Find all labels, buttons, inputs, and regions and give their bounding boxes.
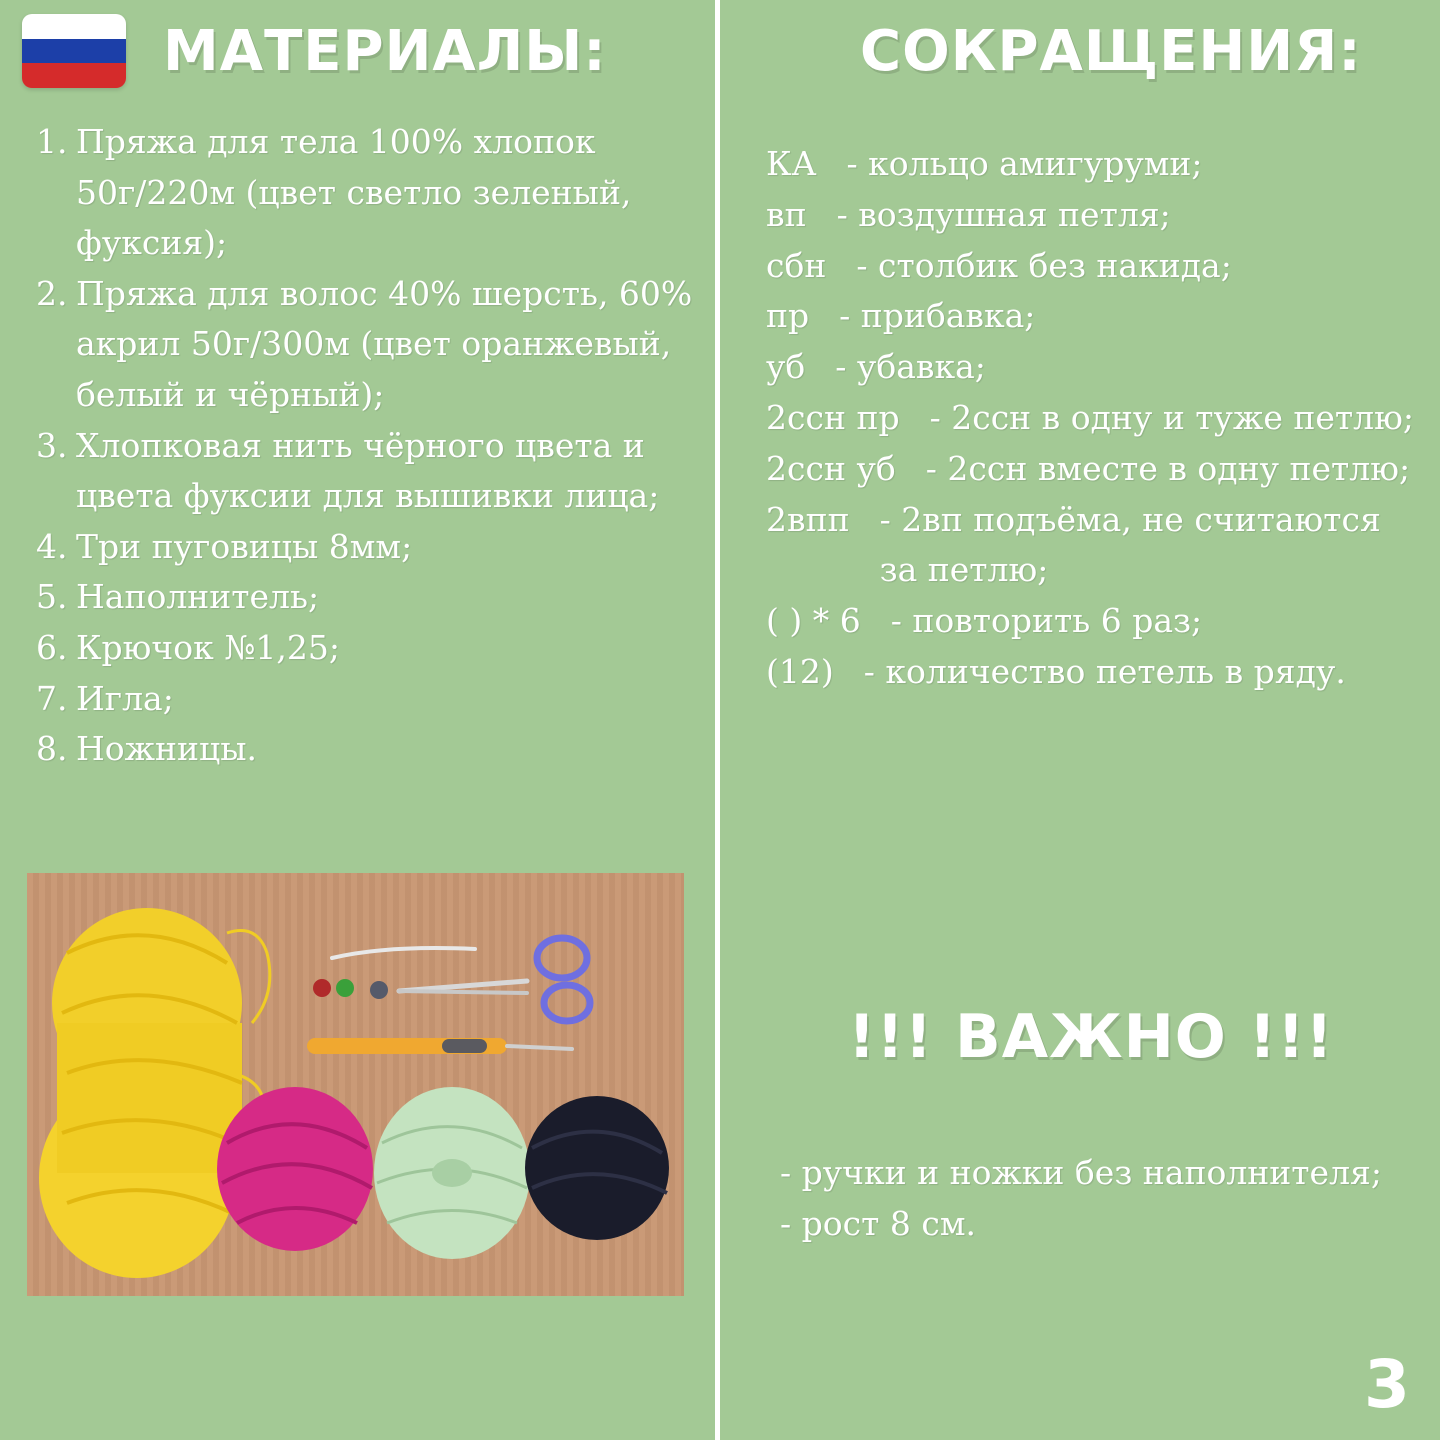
abbreviation-term: КА	[766, 144, 817, 183]
materials-title: МАТЕРИАЛЫ:	[163, 19, 607, 84]
abbreviation-definition: - кольцо амигуруми;	[846, 144, 1203, 183]
abbreviation-term: (12)	[766, 651, 834, 691]
item-number: 6.	[36, 627, 68, 667]
needle-icon	[332, 948, 475, 958]
mint-yarn-ball	[374, 1087, 530, 1259]
abbreviations-list	[766, 139, 1436, 698]
abbreviation-row	[766, 647, 1436, 698]
abbreviation-row	[766, 342, 1436, 393]
list-item	[36, 572, 706, 623]
abbreviation-definition: - прибавка;	[839, 296, 1036, 336]
abbreviation-term: вп	[766, 194, 807, 234]
materials-photo-illustration	[27, 873, 684, 1296]
item-text: Пряжа для волос 40% шерсть, 60% акрил 50г/300м (цвет оранжевый, белый и чёрный);	[76, 273, 693, 414]
fuchsia-yarn-ball	[217, 1087, 373, 1251]
page-number: 3	[1364, 1346, 1410, 1423]
list-item	[36, 117, 706, 269]
item-number: 5.	[36, 577, 68, 617]
abbreviation-term: уб	[766, 347, 806, 387]
abbreviation-term: 2впп	[766, 499, 850, 539]
item-number: 3.	[36, 425, 68, 465]
item-number: 4.	[36, 526, 68, 566]
materials-photo	[27, 873, 684, 1296]
russian-flag-icon	[22, 14, 126, 88]
abbreviation-row	[766, 241, 1436, 292]
abbreviation-definition: - столбик без накида;	[856, 245, 1232, 285]
abbreviation-row	[766, 393, 1436, 444]
abbreviation-row	[766, 190, 1436, 241]
flag-stripe-red	[22, 63, 126, 88]
column-divider	[715, 0, 720, 1440]
flag-stripe-blue	[22, 39, 126, 64]
abbreviation-row	[766, 139, 1436, 190]
abbreviation-term: 2ссн пр	[766, 397, 900, 437]
list-item	[36, 421, 706, 522]
abbreviations-title: СОКРАЩЕНИЯ:	[860, 19, 1362, 84]
important-notes	[780, 1147, 1420, 1249]
abbreviation-term: ( ) * 6	[766, 601, 861, 641]
item-text: Наполнитель;	[76, 577, 320, 617]
buttons-icon	[313, 979, 388, 999]
item-number: 8.	[36, 729, 68, 769]
note-item: - ручки и ножки без наполнителя;	[780, 1153, 1382, 1192]
abbreviation-definition: - воздушная петля;	[836, 194, 1171, 234]
abbreviation-definition: - 2ссн в одну и туже петлю;	[929, 397, 1414, 437]
abbreviation-row	[766, 596, 1436, 647]
abbreviation-row	[766, 444, 1436, 495]
item-text: Пряжа для тела 100% хлопок 50г/220м (цвет светло зеленый, фуксия);	[76, 122, 632, 263]
list-item	[36, 674, 706, 725]
yellow-yarn-skein	[39, 908, 270, 1278]
abbreviation-definition: - 2вп подъёма, не считаются за петлю;	[879, 499, 1381, 590]
abbreviation-term: пр	[766, 296, 810, 336]
materials-list	[36, 117, 706, 775]
abbreviation-definition: - повторить 6 раз;	[890, 601, 1203, 641]
scissors-icon	[399, 938, 590, 1021]
abbreviation-definition: - количество петель в ряду.	[863, 651, 1346, 691]
abbreviation-term: сбн	[766, 245, 827, 285]
list-item	[36, 269, 706, 421]
note-item: - рост 8 см.	[780, 1204, 976, 1243]
item-text: Ножницы.	[76, 729, 257, 769]
abbreviation-row	[766, 495, 1436, 597]
list-item	[36, 724, 706, 775]
item-text: Три пуговицы 8мм;	[76, 526, 413, 566]
list-item	[36, 623, 706, 674]
black-yarn-ball	[525, 1096, 669, 1240]
item-text: Хлопковая нить чёрного цвета и цвета фуксии для вышивки лица;	[76, 425, 660, 516]
list-item	[36, 522, 706, 573]
item-number: 1.	[36, 122, 68, 161]
item-number: 2.	[36, 273, 68, 313]
item-text: Игла;	[76, 678, 174, 718]
item-number: 7.	[36, 678, 68, 718]
flag-stripe-white	[22, 14, 126, 39]
crochet-hook-icon	[307, 1038, 572, 1054]
abbreviation-term: 2ссн уб	[766, 448, 896, 488]
abbreviation-row	[766, 291, 1436, 342]
abbreviation-definition: - убавка;	[835, 347, 986, 387]
important-title: !!! ВАЖНО !!!	[848, 1002, 1334, 1072]
abbreviation-definition: - 2ссн вместе в одну петлю;	[925, 448, 1411, 488]
item-text: Крючок №1,25;	[76, 627, 341, 667]
